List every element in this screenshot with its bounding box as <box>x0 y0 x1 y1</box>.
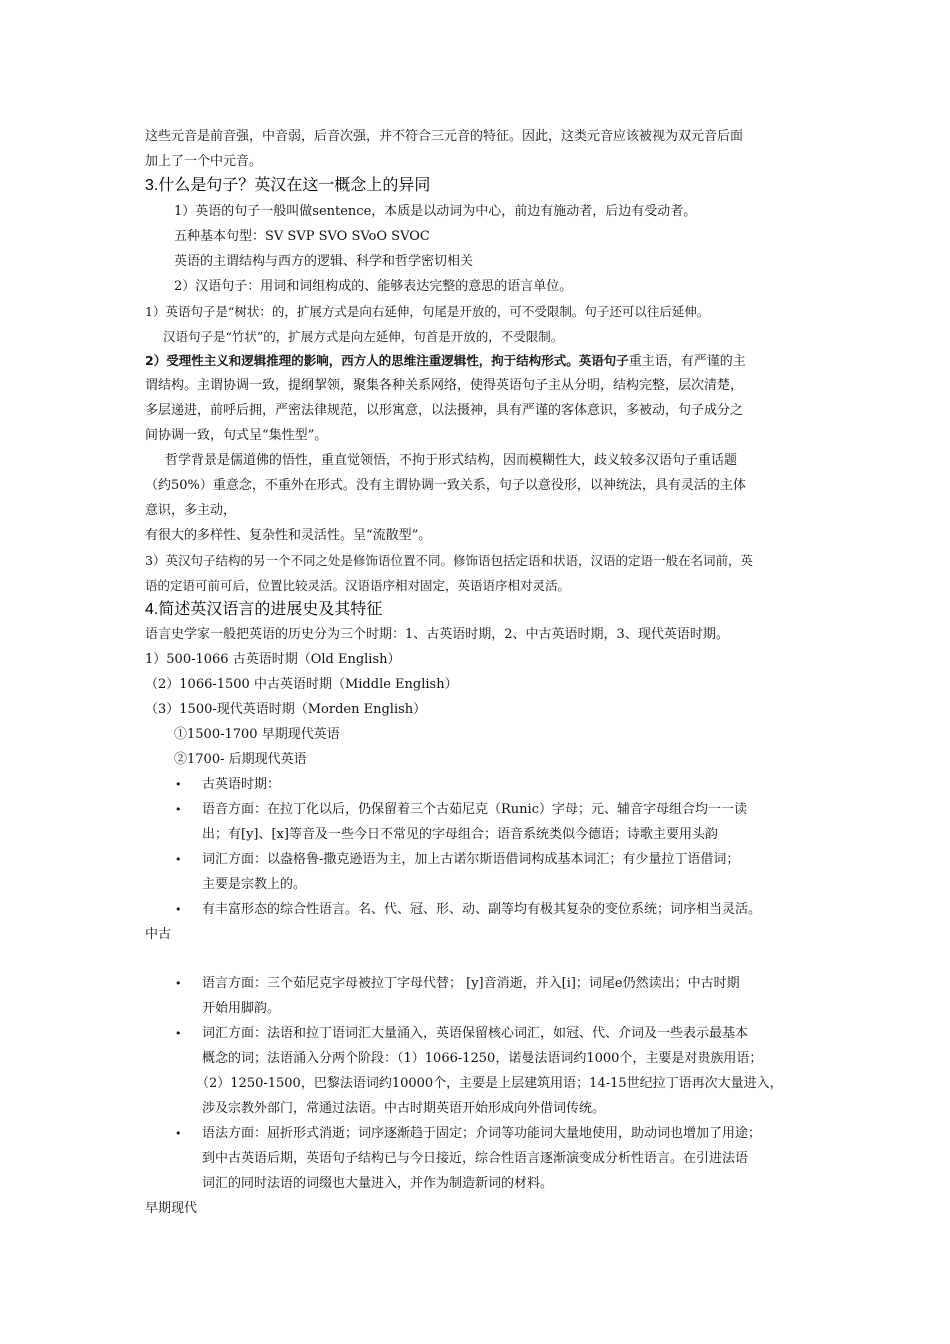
list-item: 词汇方面：以盎格鲁-撒克逊语为主，加上古诺尔斯语借词构成基本词汇；有少量拉丁语借词； <box>202 852 740 867</box>
list-item: 词汇方面：法语和拉丁语词汇大量涌入，英语保留核心词汇，如冠、代、介词及一些表示最基本 <box>202 1026 749 1041</box>
bullet-icon: • <box>175 803 182 816</box>
bullet-icon: • <box>175 778 182 791</box>
paragraph-line: 有很大的多样性、复杂性和灵活性。呈“流散型”。 <box>145 528 432 543</box>
section-label: 早期现代 <box>145 1201 198 1216</box>
paragraph-line: 2）汉语句子：用词和词组构成的、能够表达完整的意思的语言单位。 <box>174 279 573 294</box>
paragraph-line: 语言史学家一般把英语的历史分为三个时期：1、古英语时期，2、中古英语时期，3、现代英语时期。 <box>145 627 729 642</box>
list-item: 语音方面：在拉丁化以后，仍保留着三个古茹尼克（Runic）字母；元、辅音字母组合均一一读 <box>202 802 747 817</box>
list-item-continuation: 到中古英语后期，英语句子结构已与今日接近，综合性语言逐渐演变成分析性语言。在引进法语 <box>202 1151 749 1166</box>
paragraph-line: 间协调一致，句式呈“集性型”。 <box>145 428 328 443</box>
paragraph-line: 语的定语可前可后，位置比较灵活。汉语语序相对固定，英语语序相对灵活。 <box>145 578 571 593</box>
paragraph-line: 3）英汉句子结构的另一个不同之处是修饰语位置不同。修饰语包括定语和状语，汉语的定语一般在名词前，英 <box>145 553 753 568</box>
list-item-continuation: 主要是宗教上的。 <box>202 877 307 892</box>
paragraph-line: ①1500-1700 早期现代英语 <box>174 727 340 742</box>
paragraph-line: 五种基本句型：SV SVP SVO SVoO SVOC <box>174 229 430 244</box>
bullet-icon: • <box>175 853 182 866</box>
paragraph-line: 1）英语句子是“树状：的，扩展方式是向右延伸，句尾是开放的，可不受限制。句子还可以往后延伸。 <box>145 304 710 319</box>
list-item-continuation: （2）1250-1500，巴黎法语词约10000个，主要是上层建筑用语；14-15世纪拉丁语再次大量进入， <box>196 1076 783 1091</box>
bullet-icon: • <box>175 977 182 990</box>
paragraph-line: （2）1066-1500 中古英语时期（Middle English） <box>145 677 458 692</box>
list-item-continuation: 开始用脚韵。 <box>202 1001 281 1016</box>
paragraph-line: 加上了一个中元音。 <box>145 154 263 169</box>
list-item: 语言方面：三个茹尼克字母被拉丁字母代替； [y]音消逝，并入[i]；词尾e仍然读出；中古时期 <box>202 976 740 991</box>
list-item-continuation: 概念的词；法语涌入分两个阶段：（1）1066-1250，诺曼法语词约1000个，主要是对贵族用语； <box>202 1051 763 1066</box>
section-label: 中古 <box>145 927 172 942</box>
paragraph-line: 谓结构。主谓协调一致，提纲挈领，聚集各种关系网络，使得英语句子主从分明，结构完整，层次清楚， <box>145 378 744 393</box>
paragraph-line: 多层递进，前呼后拥，严密法律规范，以形寓意，以法摄神，具有严谨的客体意识，多被动，句子成分之 <box>145 403 744 418</box>
list-item: 语法方面：屈折形式消逝；词序逐渐趋于固定；介词等功能词大量地使用，助动词也增加了用途； <box>202 1126 762 1141</box>
paragraph-line: 意识，多主动， <box>145 503 237 518</box>
paragraph-line: 1）英语的句子一般叫做sentence，本质是以动词为中心，前边有施动者，后边有受动者。 <box>174 204 697 219</box>
bullet-icon: • <box>175 1127 182 1140</box>
paragraph-line: 1）500-1066 古英语时期（Old English） <box>145 652 401 667</box>
bullet-icon: • <box>175 903 182 916</box>
paragraph-line: 这些元音是前音强，中音弱，后音次强，并不符合三元音的特征。因此，这类元音应该被视为双元音后面 <box>145 129 744 144</box>
paragraph-line: 英语的主谓结构与西方的逻辑、科学和哲学密切相关 <box>174 254 474 269</box>
list-item: 有丰富形态的综合性语言。名、代、冠、形、动、副等均有极其复杂的变位系统；词序相当灵活。 <box>202 902 762 917</box>
bullet-icon: • <box>175 1027 182 1040</box>
paragraph-line: 哲学背景是儒道佛的悟性，重直觉领悟，不拘于形式结构，因而模糊性大，歧义较多汉语句子重话题 <box>165 453 738 468</box>
paragraph-line: ②1700- 后期现代英语 <box>174 752 307 767</box>
paragraph-line: （3）1500-现代英语时期（Morden English） <box>145 702 427 717</box>
section-heading-3: 3.什么是句子？英汉在这一概念上的异同 <box>145 177 431 194</box>
list-item-continuation: 词汇的同时法语的词缀也大量进入，并作为制造新词的材料。 <box>202 1176 554 1191</box>
regular-text: 重主语，有严谨的主 <box>628 354 746 369</box>
list-item-continuation: 涉及宗教外部门，常通过法语。中古时期英语开始形成向外借词传统。 <box>202 1101 606 1116</box>
paragraph-line <box>145 352 746 371</box>
list-item: 古英语时期： <box>202 777 281 792</box>
section-heading-4: 4.简述英汉语言的进展史及其特征 <box>145 601 383 618</box>
list-item-continuation: 出；有[y]、[x]等音及一些今日不常见的字母组合；语音系统类似今德语；诗歌主要用头韵 <box>202 827 718 842</box>
bold-text: 2）受理性主义和逻辑推理的影响，西方人的思维注重逻辑性，拘于结构形式。英语句子 <box>145 353 629 368</box>
paragraph-line: （约50%）重意念，不重外在形式。没有主谓协调一致关系，句子以意役形，以神统法，具有灵活的主体 <box>145 478 746 493</box>
paragraph-line: 汉语句子是“竹状”的，扩展方式是向左延伸，句首是开放的，不受限制。 <box>163 329 564 344</box>
